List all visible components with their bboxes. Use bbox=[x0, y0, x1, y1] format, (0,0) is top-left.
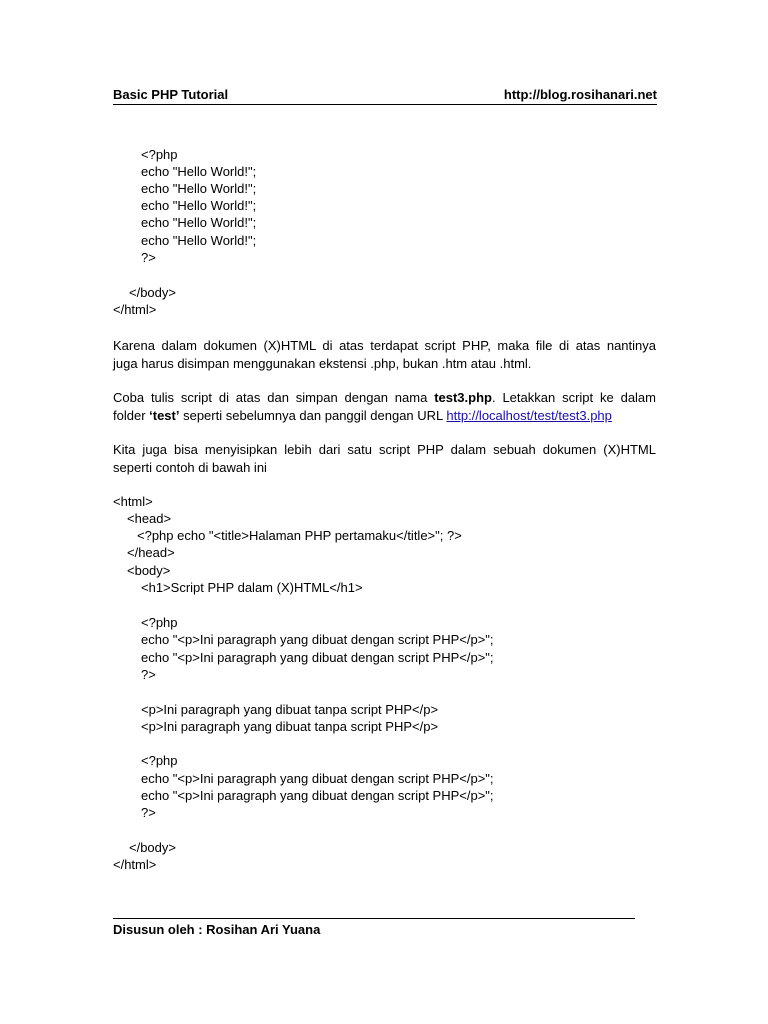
code-line: <head> bbox=[127, 511, 172, 526]
footer-divider bbox=[113, 918, 635, 919]
paragraph-line: Karena dalam dokumen (X)HTML di atas terdapat script PHP, maka file di atas nantinya bbox=[113, 338, 656, 353]
paragraph-line: seperti contoh di bawah ini bbox=[113, 459, 267, 475]
code-line: <html> bbox=[113, 494, 153, 509]
code-line: <h1>Script PHP dalam (X)HTML</h1> bbox=[141, 580, 363, 595]
bold-folder: ‘test’ bbox=[149, 407, 180, 423]
code-line: ?> bbox=[141, 805, 156, 820]
code-line: echo "Hello World!"; bbox=[141, 164, 257, 179]
code-line: echo "Hello World!"; bbox=[141, 181, 257, 196]
code-line: <p>Ini paragraph yang dibuat tanpa script PHP</p> bbox=[141, 719, 439, 734]
code-line: echo "<p>Ini paragraph yang dibuat dengan script PHP</p>"; bbox=[141, 650, 494, 665]
code-line: </body> bbox=[129, 840, 176, 855]
footer-author: Disusun oleh : Rosihan Ari Yuana bbox=[113, 922, 321, 937]
bold-filename: test3.php bbox=[434, 390, 492, 405]
code-line: <p>Ini paragraph yang dibuat tanpa script PHP</p> bbox=[141, 702, 439, 717]
paragraph-line bbox=[113, 389, 656, 407]
code-line: echo "Hello World!"; bbox=[141, 198, 257, 213]
code-line: ?> bbox=[141, 250, 156, 265]
code-line: echo "<p>Ini paragraph yang dibuat dengan script PHP</p>"; bbox=[141, 771, 494, 786]
code-line: echo "<p>Ini paragraph yang dibuat dengan script PHP</p>"; bbox=[141, 632, 494, 647]
code-line: <?php bbox=[141, 147, 178, 162]
code-line: <?php echo "<title>Halaman PHP pertamaku</title>"; ?> bbox=[137, 528, 462, 543]
paragraph bbox=[113, 389, 656, 424]
paragraph-line: Kita juga bisa menyisipkan lebih dari satu script PHP dalam sebuah dokumen (X)HTML bbox=[113, 442, 656, 457]
text-span: . Letakkan script ke dalam bbox=[491, 390, 656, 405]
code-line: </html> bbox=[113, 302, 157, 317]
code-line: <body> bbox=[127, 563, 171, 578]
text-span: seperti sebelumnya dan panggil dengan URL bbox=[179, 407, 447, 423]
header-title: Basic PHP Tutorial bbox=[113, 87, 229, 102]
code-line: <?php bbox=[141, 615, 178, 630]
header-divider bbox=[113, 104, 657, 105]
code-line: </html> bbox=[113, 857, 157, 872]
header-url: http://blog.rosihanari.net bbox=[503, 87, 657, 102]
text-span: folder bbox=[113, 407, 150, 423]
text-span: Coba tulis script di atas dan simpan dengan nama bbox=[113, 390, 435, 405]
code-line: echo "Hello World!"; bbox=[141, 233, 257, 248]
url-link[interactable]: http://localhost/test/test3.php bbox=[446, 407, 612, 423]
paragraph-line: juga harus disimpan menggunakan ekstensi .php, bukan .htm atau .html. bbox=[113, 355, 532, 371]
paragraph-line bbox=[113, 407, 656, 425]
code-line: echo "<p>Ini paragraph yang dibuat dengan script PHP</p>"; bbox=[141, 788, 494, 803]
code-line: ?> bbox=[141, 667, 156, 682]
code-line: </head> bbox=[127, 545, 175, 560]
code-line: echo "Hello World!"; bbox=[141, 215, 257, 230]
code-line: </body> bbox=[129, 285, 176, 300]
code-line: <?php bbox=[141, 753, 178, 768]
paragraph bbox=[113, 337, 656, 372]
paragraph bbox=[113, 441, 656, 476]
